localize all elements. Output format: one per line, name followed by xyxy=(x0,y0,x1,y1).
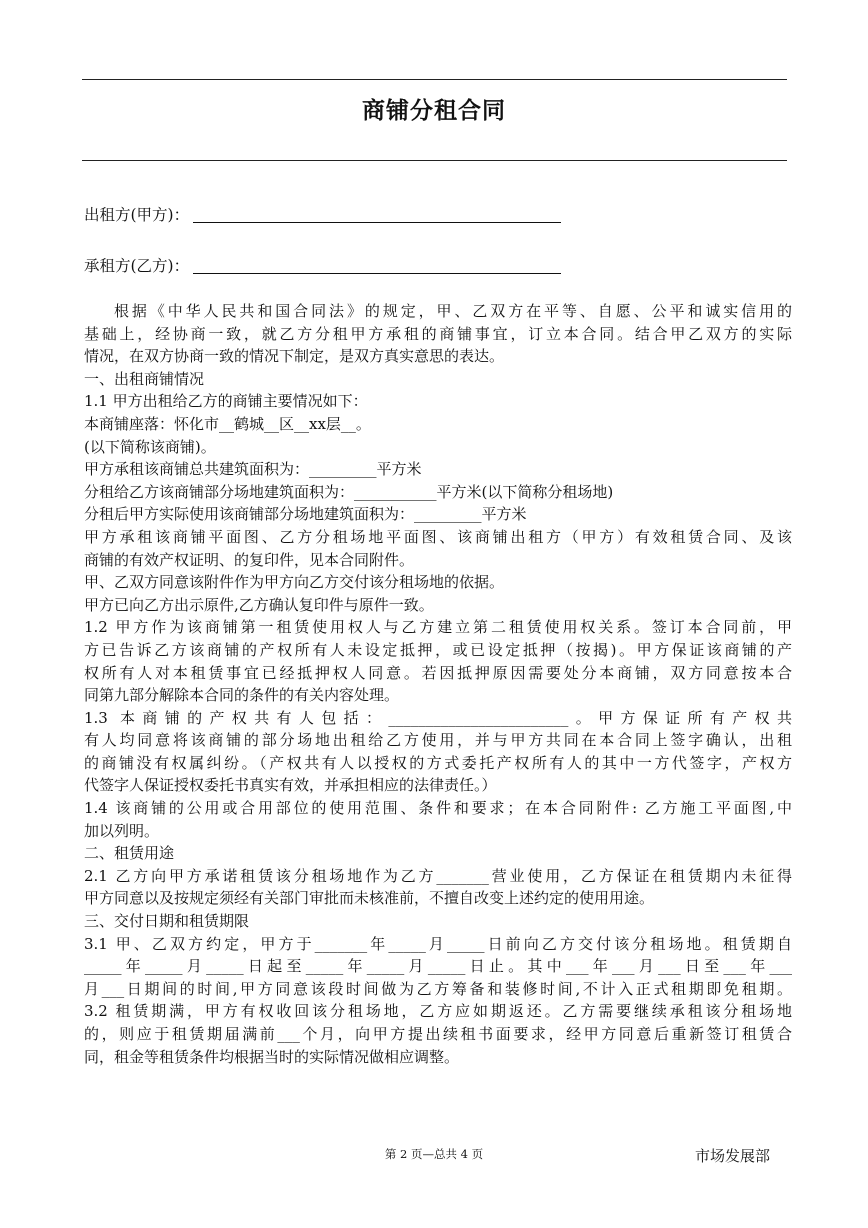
body-line: 的，则应于租赁期届满前___个月，向甲方提出续租书面要求，经甲方同意后重新签订租赁合 xyxy=(84,1025,792,1043)
body-line: (以下简称该商铺)。 xyxy=(84,437,216,456)
body-line: 1.4 该商铺的公用或合用部位的使用范围、条件和要求；在本合同附件: 乙方施工平面图,中 xyxy=(84,799,792,818)
body-line: 甲方已向乙方出示原件,乙方确认复印件与原件一致。 xyxy=(84,595,434,614)
body-line: _____年_____月_____日起至_____年_____月_____日止。其中___年___月___日至___年___ xyxy=(84,957,792,976)
body-line: 根据《中华人民共和国合同法》的规定，甲、乙双方在平等、自愿、公平和诚实信用的 xyxy=(114,302,792,320)
body-line: 情况，在双方协商一致的情况下制定，是双方真实意思的表达。 xyxy=(84,347,505,366)
body-line: 分租给乙方该商铺部分场地建筑面积为：___________平方米(以下简称分租场地) xyxy=(84,482,614,501)
party-a-blank[interactable] xyxy=(193,206,561,223)
top-rule xyxy=(82,79,787,80)
body-line: 一、出租商铺情况 xyxy=(84,369,205,388)
document-title: 商铺分租合同 xyxy=(362,98,506,124)
body-line: 1.2 甲方作为该商铺第一租赁使用权人与乙方建立第二租赁使用权关系。签订本合同前，甲 xyxy=(84,618,792,637)
party-b-field xyxy=(84,254,561,276)
body-line: 基础上，经协商一致，就乙方分租甲方承租的商铺事宜，订立本合同。结合甲乙双方的实际 xyxy=(84,324,792,343)
party-b-label: 承租方(乙方)： xyxy=(84,257,190,275)
body-line: 的商铺没有权属纠纷。（产权共有人以授权的方式委托产权所有人的其中一方代签字，产权方 xyxy=(84,753,792,772)
body-line: 代签字人保证授权委托书真实有效，并承担相应的法律责任。） xyxy=(84,776,497,795)
body-line: 3.1 甲、乙双方约定，甲方于_______年_____月_____日前向乙方交付该分租场地。租赁期自 xyxy=(84,934,792,953)
party-a-field xyxy=(84,203,561,225)
title-rule xyxy=(82,160,787,161)
body-line: 三、交付日期和租赁期限 xyxy=(84,912,250,931)
body-line: 甲、乙双方同意该附件作为甲方向乙方交付该分租场地的依据。 xyxy=(84,573,505,592)
party-b-blank[interactable] xyxy=(193,257,561,274)
body-line: 同第九部分解除本合同的条件的有关内容处理。 xyxy=(84,686,400,705)
body-line: 商铺的有效产权证明、的复印件，见本合同附件。 xyxy=(84,550,415,569)
body-line: 1.3 本商铺的产权共有人包括：________________________。甲方保证所有产权共 xyxy=(84,708,792,727)
footer-department: 市场发展部 xyxy=(695,1147,771,1165)
body-line: 二、租赁用途 xyxy=(84,844,175,863)
body-line: 月___日期间的时间,甲方同意该段时间做为乙方筹备和装修时间,不计入正式租期即免租期。 xyxy=(84,979,792,998)
body-line: 方已告诉乙方该商铺的产权所有人未设定抵押，或已设定抵押（按揭)。甲方保证该商铺的产 xyxy=(84,640,792,659)
body-line: 同，租金等租赁条件均根据当时的实际情况做相应调整。 xyxy=(84,1047,460,1066)
body-line: 甲方承租该商铺平面图、乙方分租场地平面图、该商铺出租方（甲方）有效租赁合同、及该 xyxy=(84,527,792,546)
page-number: 第 2 页—总共 4 页 xyxy=(384,1147,484,1161)
contract-body xyxy=(84,300,792,1068)
body-line: 权所有人对本租赁事宜已经抵押权人同意。若因抵押原因需要处分本商铺，双方同意按本合 xyxy=(84,663,792,682)
body-line: 甲方同意以及按规定须经有关部门审批而未核准前，不擅自改变上述约定的使用用途。 xyxy=(84,889,655,908)
body-line: 1.1 甲方出租给乙方的商铺主要情况如下： xyxy=(84,392,368,411)
body-line: 2.1 乙方向甲方承诺租赁该分租场地作为乙方_______营业使用，乙方保证在租赁期内未征得 xyxy=(84,866,792,885)
body-line: 加以列明。 xyxy=(84,821,160,840)
body-line: 甲方承租该商铺总共建筑面积为：_________平方米 xyxy=(84,460,422,479)
body-line: 有人均同意将该商铺的部分场地出租给乙方使用，并与甲方共同在本合同上签字确认，出租 xyxy=(84,731,792,750)
party-a-label: 出租方(甲方)： xyxy=(84,206,190,224)
body-line: 分租后甲方实际使用该商铺部分场地建筑面积为：_________平方米 xyxy=(84,505,527,524)
body-line: 3.2 租赁期满，甲方有权收回该分租场地，乙方应如期返还。乙方需要继续承租该分租场地 xyxy=(84,1002,792,1021)
body-line: 本商铺座落：怀化市__鹤城__区__xx层__。 xyxy=(84,414,371,433)
